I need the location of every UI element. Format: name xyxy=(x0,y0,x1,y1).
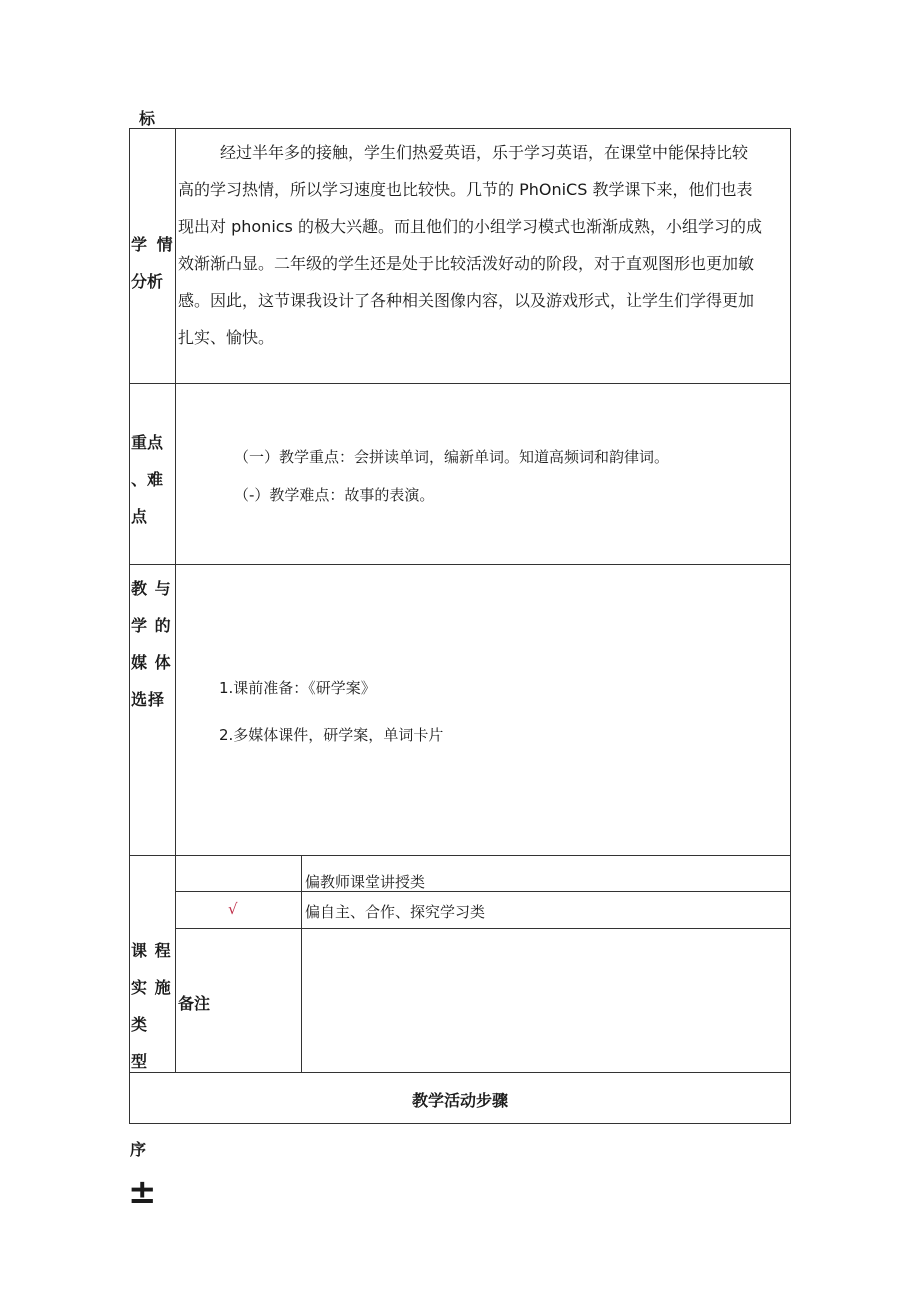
analysis-line: 高的学习热情，所以学习速度也比较快。几节的 PhOniCS 教学课下来，他们也表 xyxy=(178,180,753,199)
media-item: 1.课前准备：《研学案》 xyxy=(219,679,376,697)
checkmark-icon: √ xyxy=(228,900,238,918)
bottom-label: 序 xyxy=(130,1140,147,1159)
analysis-paragraph xyxy=(178,134,790,356)
course-type-label-line: 课 程 xyxy=(131,941,172,960)
media-item: 2.多媒体课件，研学案，单词卡片 xyxy=(219,726,444,744)
plus-minus-symbol: ± xyxy=(128,1172,157,1212)
analysis-line: 感。因此，这节课我设计了各种相关图像内容，以及游戏形式，让学生们学得更加 xyxy=(178,291,755,310)
key-points-label-line: 、难 xyxy=(131,470,164,489)
media-label-line: 选择 xyxy=(131,690,166,709)
key-points-label-line: 重点 xyxy=(131,433,164,452)
course-type-label xyxy=(131,932,172,1080)
analysis-label-line: 分析 xyxy=(131,272,164,291)
analysis-line: 现出对 phonics 的极大兴趣。而且他们的小组学习模式也渐渐成熟，小组学习的成 xyxy=(178,217,762,236)
media-label-line: 学 的 xyxy=(131,616,172,635)
remark-label: 备注 xyxy=(178,994,211,1013)
media-label-line: 教 与 xyxy=(131,579,172,598)
course-type-label-line: 型 xyxy=(131,1052,149,1071)
analysis-line: 经过半年多的接触，学生们热爱英语，乐于学习英语，在课堂中能保持比较 xyxy=(220,143,749,162)
difficulty-item: （-）教学难点：故事的表演。 xyxy=(234,486,435,504)
analysis-label-line: 学 情 xyxy=(131,235,175,254)
analysis-line: 扎实、愉快。 xyxy=(178,328,275,347)
key-points-label-line: 点 xyxy=(131,507,148,526)
teacher-lecture-option: 偏教师课堂讲授类 xyxy=(305,873,426,891)
key-points-label xyxy=(131,424,163,535)
cooperative-learning-option: 偏自主、合作、探究学习类 xyxy=(305,903,486,921)
analysis-line: 效渐渐凸显。二年级的学生还是处于比较活泼好动的阶段，对于直观图形也更加敏 xyxy=(178,254,755,273)
key-point-item: （一）教学重点：会拼读单词，编新单词。知道高频词和韵律词。 xyxy=(234,448,670,466)
top-label: 标 xyxy=(139,109,156,128)
course-type-label-line: 类 xyxy=(131,1015,149,1034)
media-label xyxy=(131,570,172,718)
media-label-line: 媒 体 xyxy=(131,653,172,672)
steps-header: 教学活动步骤 xyxy=(411,1091,508,1110)
analysis-label xyxy=(131,226,175,300)
course-type-label-line: 实 施 xyxy=(131,978,172,997)
